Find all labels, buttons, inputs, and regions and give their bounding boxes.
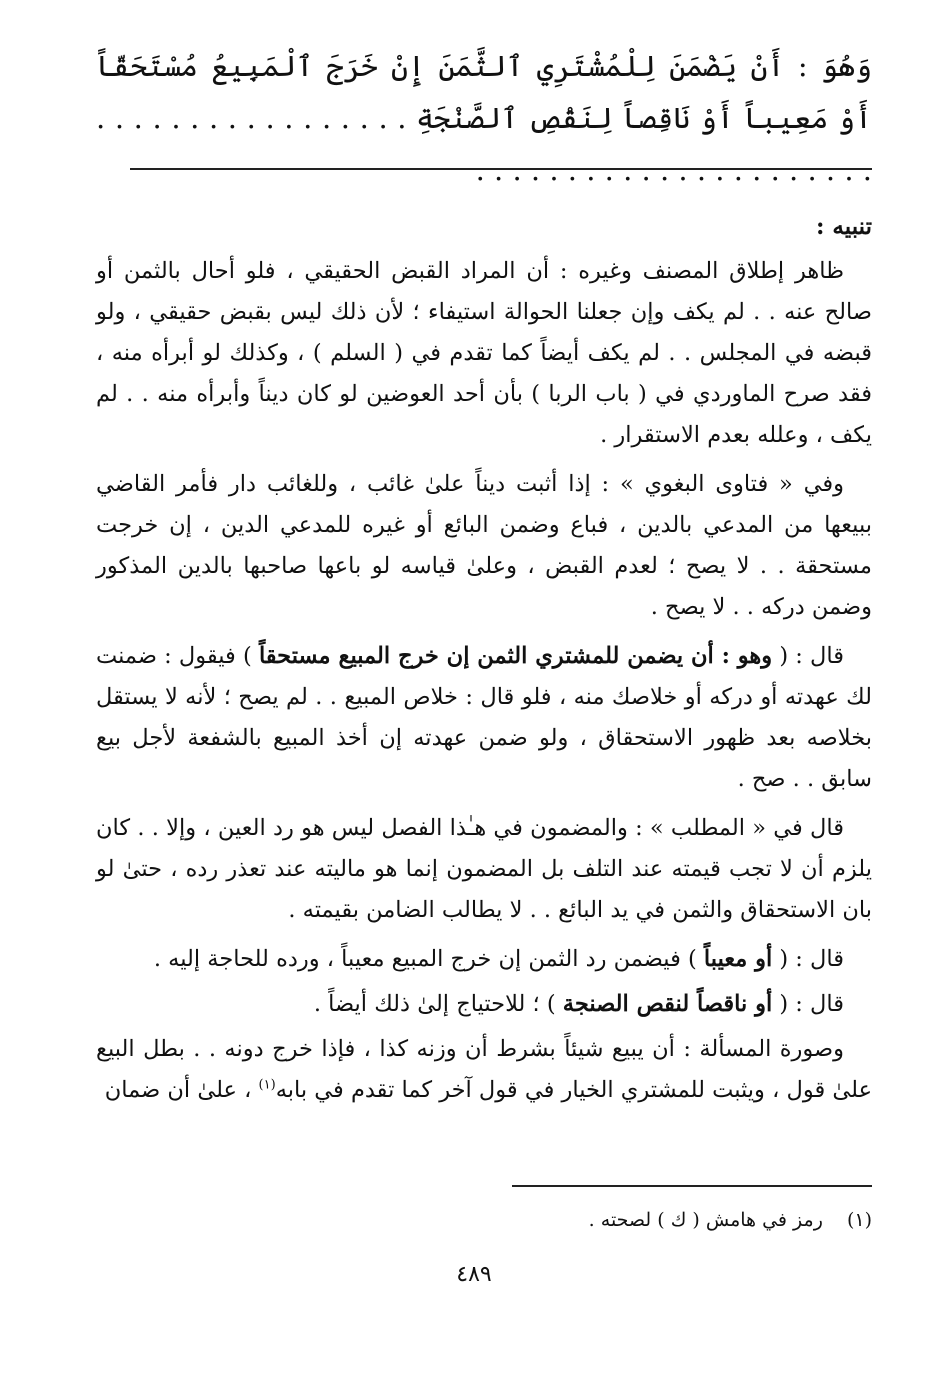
- paragraph-5: [96, 939, 872, 980]
- section-heading: تنبيه :: [815, 213, 872, 240]
- matn-line: وَهُوَ : أَنْ يَضْمَنَ لِلْمُشْتَرِي ٱلثَّمَنَ إِنْ خَرَجَ ٱلْمَبِيعُ مُسْتَحَقّاً أَوْ مَعِيباً أَوْ نَاقِصاً لِنَقْصِ ٱلصَّنْجَةِ .: [96, 49, 872, 135]
- matn-text: [96, 40, 872, 196]
- footnote-text: رمز في هامش ( ك ) لصحته .: [588, 1209, 823, 1231]
- matn-dots: . . . . . . . . . . . . . . . . . . . . . . . . . . . . . . . . . . . . . .: [96, 101, 872, 187]
- paragraph-5-rest: ) فيضمن رد الثمن إن خرج المبيع معيباً ، ورده للحاجة إليه .: [153, 946, 697, 972]
- paragraph-7-text: وصورة المسألة : أن يبيع شيئاً بشرط أن وزنه كذا ، فإذا خرج دونه . . بطل البيع علىٰ قول ، ويثبت للمشتري الخيار في قول آخر كما تقدم في بابه: [96, 1036, 872, 1103]
- footnote-separator-rule: [512, 1185, 872, 1187]
- paragraph-6: [96, 984, 872, 1025]
- paragraph-3: [96, 636, 872, 800]
- quote-prefix: قال : (: [779, 643, 844, 669]
- commentary-text: [96, 206, 872, 1119]
- quoted-matn: أو معيباً: [703, 946, 773, 972]
- page-number: ٤٨٩: [456, 1262, 492, 1287]
- matn-separator-rule: [130, 168, 872, 170]
- paragraph-1: ظاهر إطلاق المصنف وغيره : أن المراد القبض الحقيقي ، فلو أحال بالثمن أو صالح عنه . . لم يكف وإن جعلنا الحوالة استيفاء ؛ لأن ذلك ليس بقبض حقيقي ، ولو قبضه في المجلس . . لم يكف أيضاً كما تقدم في ( السلم ) ، وكذلك لو أبرأه منه ، فقد صرح الماوردي في ( باب الربا ) بأن أحد العوضين لو كان ديناً وأبرأه منه . . لم يكف ، وعلله بعدم الاستقرار .: [96, 258, 872, 448]
- quoted-matn: وهو : أن يضمن للمشتري الثمن إن خرج المبيع مستحقاً: [258, 643, 773, 669]
- paragraph-2: وفي « فتاوى البغوي » : إذا أثبت ديناً علىٰ غائب ، وللغائب دار فأمر القاضي ببيعها من المدعي بالدين ، فباع وضمن البائع أو غيره للمدعي الدين ، إن خرجت مستحقة . . لا يصح ؛ لعدم القبض ، وعلىٰ قياسه لو باعها صاحبها بالدين المذكور وضمن دركه . . لا يصح .: [96, 471, 872, 620]
- paragraph-4: قال في « المطلب » : والمضمون في هـٰذا الفصل ليس هو رد العين ، وإلا . . كان يلزم أن لا تجب قيمته عند التلف بل المضمون إنما هو ماليته عند تعذر رده ، حتىٰ لو بان الاستحقاق والثمن في يد البائع . . لا يطالب الضامن بقيمته .: [96, 815, 872, 923]
- paragraph-6-rest: ) ؛ للاحتياج إلىٰ ذلك أيضاً .: [313, 991, 556, 1017]
- footnote-number: (١): [846, 1209, 872, 1231]
- paragraph-3-rest: ) فيقول : ضمنت لك عهدته أو دركه أو خلاصك منه ، فلو قال : خلاص المبيع . . لم يصح ؛ لأنه لا يستقل بخلاصه بعد ظهور الاستحقاق ، ولو ضمن عهدته إن أخذ المبيع بالشفعة لأجل بيع سابق . . صح .: [96, 643, 872, 792]
- paragraph-7: [96, 1029, 872, 1111]
- quote-prefix: قال : (: [779, 991, 844, 1017]
- footnote: [400, 1206, 872, 1234]
- quote-prefix: قال : (: [779, 946, 844, 972]
- footnote-reference: (١): [258, 1077, 276, 1093]
- quoted-matn: أو ناقصاً لنقص الصنجة: [562, 991, 773, 1017]
- paragraph-7-continuation: ، علىٰ أن ضمان: [104, 1077, 252, 1103]
